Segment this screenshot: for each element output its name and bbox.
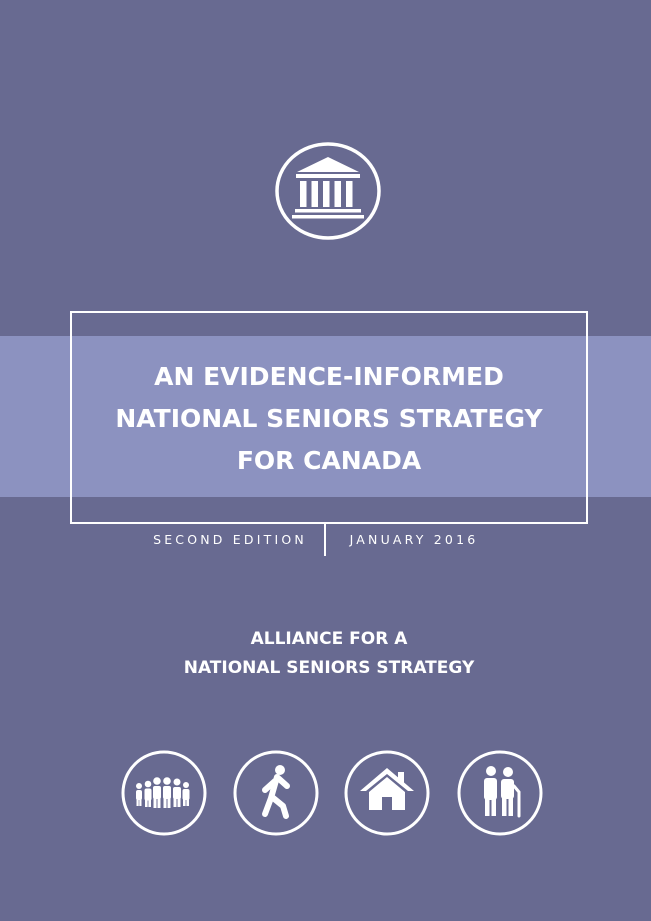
author-organization bbox=[100, 625, 558, 683]
author-line: NATIONAL SENIORS STRATEGY bbox=[183, 658, 475, 678]
government-building-icon bbox=[274, 141, 382, 241]
report-title-line: AN EVIDENCE-INFORMED bbox=[154, 362, 504, 391]
report-title bbox=[70, 356, 588, 482]
edition-date-divider bbox=[324, 522, 326, 556]
report-title-line: FOR CANADA bbox=[236, 446, 422, 475]
house-icon bbox=[342, 748, 432, 838]
report-title-line: NATIONAL SENIORS STRATEGY bbox=[115, 404, 543, 433]
edition-label: SECOND EDITION bbox=[153, 532, 307, 547]
senior-couple-icon bbox=[455, 748, 545, 838]
author-line: ALLIANCE FOR A bbox=[250, 629, 408, 649]
group-of-people-icon bbox=[119, 748, 209, 838]
publication-date: JANUARY 2016 bbox=[349, 532, 479, 547]
walking-person-icon bbox=[231, 748, 321, 838]
